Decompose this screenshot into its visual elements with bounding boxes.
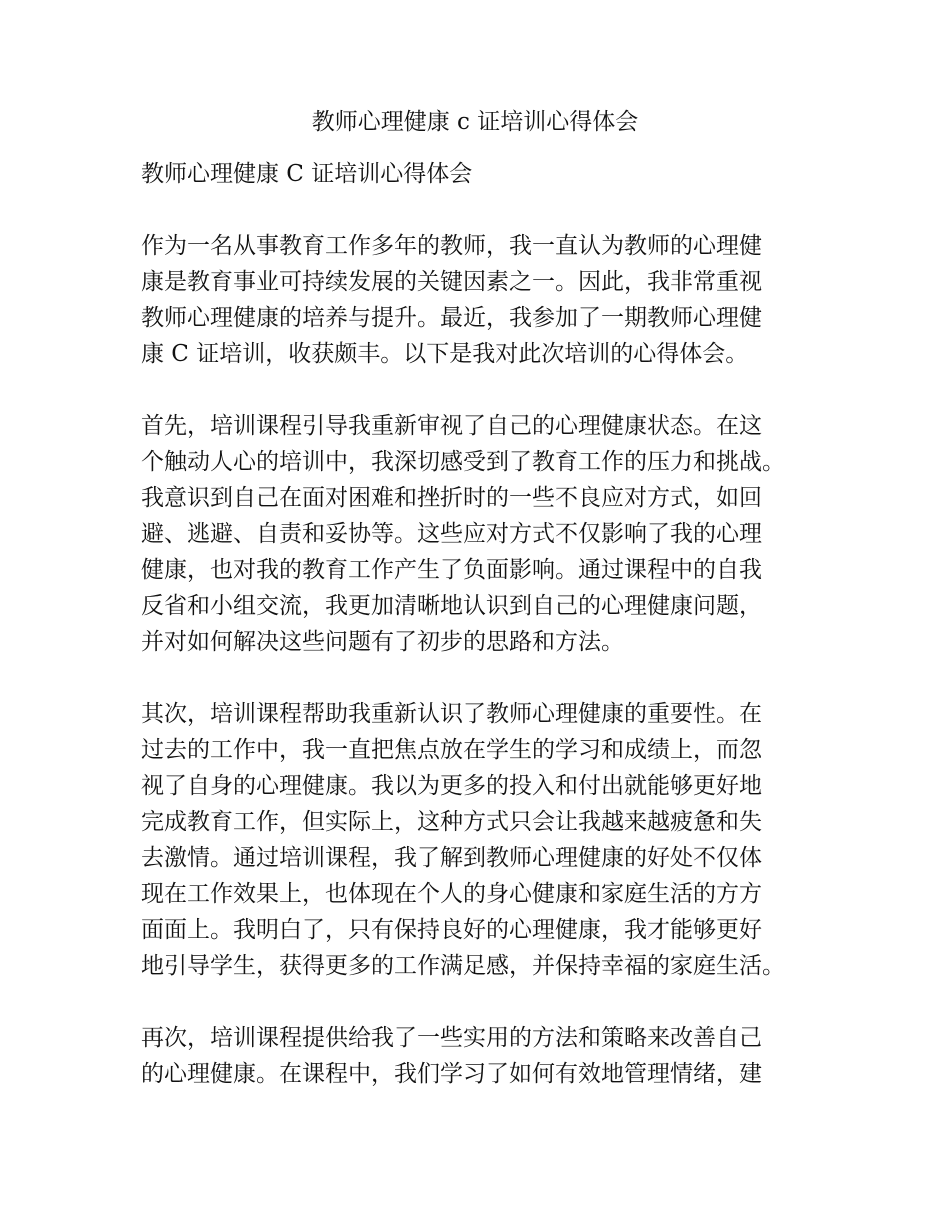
text-line: 个触动人心的培训中，我深切感受到了教育工作的压力和挑战。 (141, 449, 785, 475)
paragraph-gap (141, 372, 841, 408)
first-paragraph (141, 408, 841, 660)
text-line: 反省和小组交流，我更加清晰地认识到自己的心理健康问题， (141, 593, 762, 619)
intro-paragraph (141, 228, 841, 372)
paragraph-gap (141, 984, 841, 1020)
subtitle-paragraph (141, 156, 841, 192)
text-line: 现在工作效果上，也体现在个人的身心健康和家庭生活的方方 (141, 881, 762, 907)
document-body (141, 156, 841, 1092)
text-line: 视了自身的心理健康。我以为更多的投入和付出就能够更好地 (141, 773, 762, 799)
text-line: 作为一名从事教育工作多年的教师，我一直认为教师的心理健 (141, 233, 762, 259)
text-line: 避、逃避、自责和妥协等。这些应对方式不仅影响了我的心理 (141, 521, 762, 547)
text-line: 健康，也对我的教育工作产生了负面影响。通过课程中的自我 (141, 557, 762, 583)
text-line: 完成教育工作，但实际上，这种方式只会让我越来越疲惫和失 (141, 809, 762, 835)
text-line: 教师心理健康的培养与提升。最近，我参加了一期教师心理健 (141, 305, 762, 331)
text-line: 地引导学生，获得更多的工作满足感，并保持幸福的家庭生活。 (141, 953, 785, 979)
text-line: 的心理健康。在课程中，我们学习了如何有效地管理情绪，建 (141, 1061, 762, 1087)
text-line: 再次，培训课程提供给我了一些实用的方法和策略来改善自己 (141, 1025, 762, 1051)
text-line: 康是教育事业可持续发展的关键因素之一。因此，我非常重视 (141, 269, 762, 295)
paragraph-gap (141, 660, 841, 696)
third-paragraph (141, 1020, 841, 1092)
text-line: 其次，培训课程帮助我重新认识了教师心理健康的重要性。在 (141, 701, 762, 727)
text-line: 去激情。通过培训课程，我了解到教师心理健康的好处不仅体 (141, 845, 762, 871)
text-line: 首先，培训课程引导我重新审视了自己的心理健康状态。在这 (141, 413, 762, 439)
text-line: 教师心理健康 C 证培训心得体会 (141, 161, 473, 187)
document-title: 教师心理健康 c 证培训心得体会 (311, 109, 639, 135)
text-line: 并对如何解决这些问题有了初步的思路和方法。 (141, 629, 624, 655)
second-paragraph (141, 696, 841, 984)
text-line: 过去的工作中，我一直把焦点放在学生的学习和成绩上，而忽 (141, 737, 762, 763)
paragraph-gap (141, 192, 841, 228)
text-line: 面面上。我明白了，只有保持良好的心理健康，我才能够更好 (141, 917, 762, 943)
text-line: 我意识到自己在面对困难和挫折时的一些不良应对方式，如回 (141, 485, 762, 511)
text-line: 康 C 证培训，收获颇丰。以下是我对此次培训的心得体会。 (141, 341, 749, 367)
